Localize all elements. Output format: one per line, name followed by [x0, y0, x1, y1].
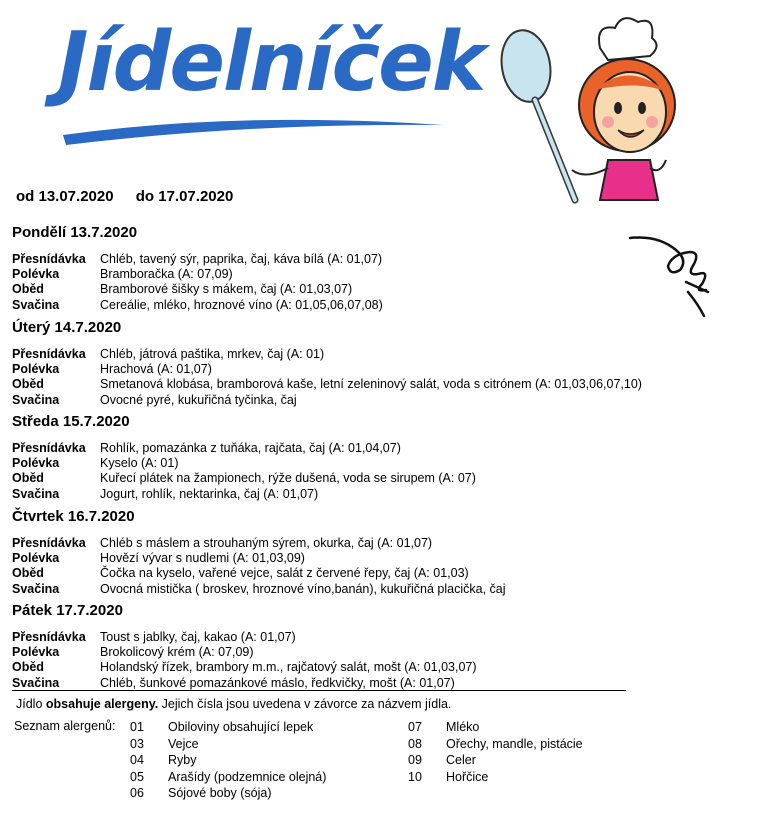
- meal-label: Svačina: [12, 675, 60, 690]
- meal-label: Oběd: [12, 282, 44, 297]
- allergen-item: [408, 719, 479, 735]
- meal-text: Jogurt, rohlík, nektarinka, čaj (A: 01,07): [100, 486, 319, 501]
- allergen-code: 01: [130, 720, 144, 734]
- meal-text: Bramboračka (A: 07,09): [100, 267, 233, 282]
- meal-snack: [12, 582, 712, 597]
- allergen-item: [130, 752, 196, 768]
- allergen-name: Celer: [446, 753, 476, 767]
- meal-label: Svačina: [12, 392, 60, 407]
- meal-label: Přesnídávka: [12, 630, 86, 644]
- date-range: [16, 188, 251, 205]
- meal-label: Polévka: [12, 551, 60, 566]
- allergen-name: Arašídy (podzemnice olejná): [168, 769, 327, 784]
- meal-text: Chléb, tavený sýr, paprika, čaj, káva bílá (A: 01,07): [100, 252, 383, 266]
- meal-label: Polévka: [12, 362, 60, 377]
- allergen-note: [16, 697, 451, 711]
- allergen-name: Ryby: [168, 753, 197, 767]
- meal-text: Toust s jablky, čaj, kakao (A: 01,07): [100, 630, 296, 644]
- allergen-item: [130, 785, 272, 801]
- meal-label: Oběd: [12, 471, 44, 486]
- allergen-code: 05: [130, 769, 144, 784]
- allergen-code: 08: [408, 736, 422, 751]
- meal-lunch: [12, 660, 712, 675]
- allergen-name: Obiloviny obsahující lepek: [168, 720, 314, 734]
- day-title: Středa 15.7.2020: [12, 413, 130, 430]
- meal-label: Přesnídávka: [12, 252, 86, 266]
- meal-text: Chléb, šunkové pomazánkové máslo, ředkvičky, mošt (A: 01,07): [100, 675, 455, 690]
- allergen-name: Mléko: [446, 720, 480, 734]
- chef-girl-illustration: [490, 10, 680, 210]
- meal-text: Kyselo (A: 01): [100, 456, 179, 471]
- meal-snack: [12, 487, 712, 502]
- meal-text: Chléb, játrová paštika, mrkev, čaj (A: 01): [100, 347, 325, 361]
- meal-text: Brokolicový krém (A: 07,09): [100, 645, 254, 660]
- allergen-list-label: Seznam alergenů:: [14, 719, 116, 733]
- meal-snack: [12, 393, 712, 408]
- allergen-code: 04: [130, 753, 144, 767]
- day-tuesday: [12, 318, 712, 408]
- meal-snack: [12, 298, 712, 313]
- allergen-note-suffix: Jejich čísla jsou uvedena v závorce za názvem jídla.: [158, 697, 452, 711]
- allergen-name: Vejce: [168, 736, 199, 751]
- day-title: Pátek 17.7.2020: [12, 602, 123, 619]
- meal-text: Hrachová (A: 01,07): [100, 362, 212, 377]
- allergen-item: [408, 752, 476, 768]
- meal-text: Hovězí vývar s nudlemi (A: 01,03,09): [100, 551, 305, 566]
- day-title: Pondělí 13.7.2020: [12, 224, 138, 241]
- allergen-item: [130, 736, 199, 752]
- meal-text: Ovocná mistička ( broskev, hroznové víno,banán), kukuřičná placička, čaj: [100, 581, 506, 596]
- allergen-name: Sójové boby (sója): [168, 786, 272, 800]
- meal-lunch: [12, 471, 712, 486]
- day-title: Čtvrtek 16.7.2020: [12, 508, 135, 525]
- meal-text: Smetanová klobása, bramborová kaše, letní zeleninový salát, voda s citrónem (A: 01,03,06,07,10): [100, 377, 642, 392]
- meal-snack: [12, 676, 712, 691]
- meal-lunch: [12, 566, 712, 581]
- meal-breakfast: [12, 347, 712, 362]
- title-swoosh: [58, 103, 448, 148]
- meal-label: Svačina: [12, 581, 60, 596]
- meal-text: Rohlík, pomazánka z tuňáka, rajčata, čaj (A: 01,04,07): [100, 441, 401, 455]
- allergen-item: [408, 769, 488, 785]
- meal-label: Oběd: [12, 377, 44, 392]
- date-to: do 17.07.2020: [135, 188, 234, 205]
- allergen-code: 06: [130, 786, 144, 800]
- allergen-code: 03: [130, 736, 144, 751]
- day-thursday: [12, 507, 712, 597]
- meal-label: Oběd: [12, 566, 44, 581]
- meal-label: Polévka: [12, 267, 60, 282]
- meal-text: Kuřecí plátek na žampionech, rýže dušená, voda se sirupem (A: 07): [100, 471, 476, 486]
- meal-label: Přesnídávka: [12, 347, 86, 361]
- meal-soup: [12, 362, 712, 377]
- meal-breakfast: [12, 536, 712, 551]
- meal-breakfast: [12, 630, 712, 645]
- allergen-code: 07: [408, 720, 422, 734]
- allergen-item: [408, 736, 583, 752]
- meal-text: Ovocné pyré, kukuřičná tyčinka, čaj: [100, 392, 297, 407]
- day-monday: [12, 223, 712, 313]
- meal-soup: [12, 645, 712, 660]
- meal-text: Holandský řízek, brambory m.m., rajčatový salát, mošt (A: 01,03,07): [100, 660, 477, 675]
- day-title: Úterý 14.7.2020: [12, 319, 122, 336]
- allergen-note-bold: obsahuje alergeny.: [45, 697, 159, 711]
- allergen-code: 09: [408, 753, 422, 767]
- meal-soup: [12, 267, 712, 282]
- meal-label: Polévka: [12, 456, 60, 471]
- meal-lunch: [12, 377, 712, 392]
- meal-label: Přesnídávka: [12, 536, 86, 550]
- meal-text: Bramborové šišky s mákem, čaj (A: 01,03,07): [100, 282, 353, 297]
- allergen-name: Hořčice: [446, 769, 489, 784]
- day-wednesday: [12, 412, 712, 502]
- allergen-item: [130, 719, 313, 735]
- divider: [12, 690, 626, 691]
- meal-text: Chléb s máslem a strouhaným sýrem, okurka, čaj (A: 01,07): [100, 536, 433, 550]
- day-friday: [12, 601, 712, 691]
- meal-lunch: [12, 282, 712, 297]
- menu-title-logo: [58, 8, 485, 148]
- meal-breakfast: [12, 441, 712, 456]
- allergen-item: [130, 769, 326, 785]
- allergen-note-prefix: Jídlo: [16, 697, 46, 711]
- meal-label: Svačina: [12, 297, 60, 312]
- menu-title: Jídelníček: [58, 15, 485, 110]
- meal-soup: [12, 551, 712, 566]
- meal-text: Cereálie, mléko, hroznové víno (A: 01,05,06,07,08): [100, 297, 383, 312]
- meal-label: Oběd: [12, 660, 44, 675]
- meal-label: Polévka: [12, 645, 60, 660]
- meal-soup: [12, 456, 712, 471]
- allergen-code: 10: [408, 769, 422, 784]
- date-from: od 13.07.2020: [16, 188, 114, 205]
- meal-label: Svačina: [12, 486, 60, 501]
- allergen-name: Ořechy, mandle, pistácie: [446, 736, 583, 751]
- meal-text: Čočka na kyselo, vařené vejce, salát z červené řepy, čaj (A: 01,03): [100, 566, 469, 581]
- meal-breakfast: [12, 252, 712, 267]
- meal-label: Přesnídávka: [12, 441, 86, 455]
